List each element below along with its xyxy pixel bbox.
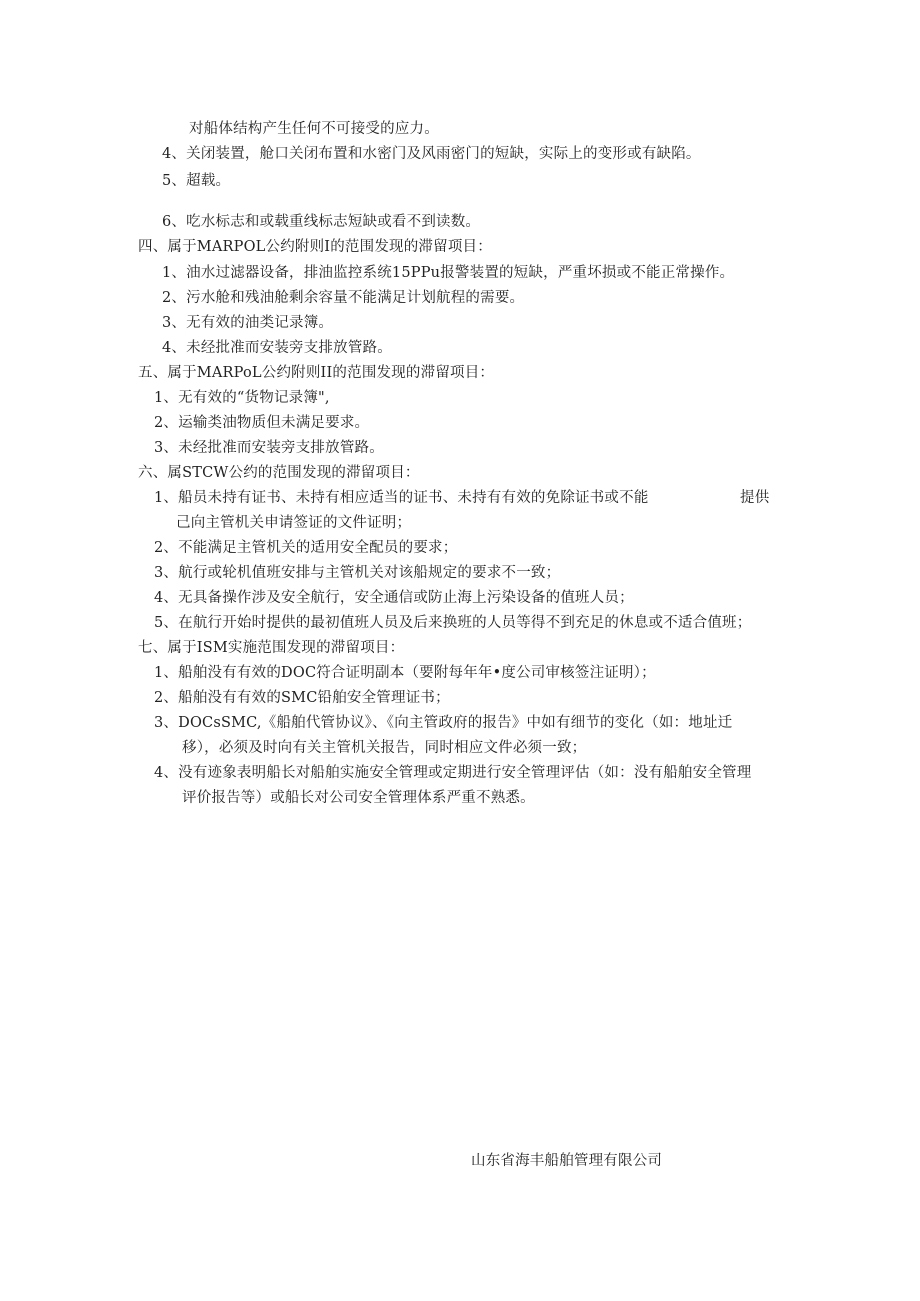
paragraph-line: 己向主管机关申请签证的文件证明； — [176, 515, 412, 531]
list-item: 2、运输类油物质但未满足要求。 — [154, 415, 370, 431]
list-item: 4、未经批准而安装旁支排放管路。 — [162, 340, 392, 356]
list-item: 3、航行或轮机值班安排与主管机关对该船规定的要求不一致； — [154, 565, 561, 581]
list-item: 3、未经批准而安装旁支排放管路。 — [154, 440, 384, 456]
list-item: 2、污水舱和残油舱剩余容量不能满足计划航程的需要。 — [162, 290, 525, 306]
list-item: 4、无具备操作涉及安全航行，安全通信或防止海上污染设备的值班人员； — [154, 590, 634, 606]
list-item: 1、无有效的“货物记录簿", — [154, 390, 330, 406]
company-signature: 山东省海丰船舶管理有限公司 — [471, 1153, 663, 1169]
list-item: 5、超载。 — [162, 173, 231, 189]
list-item: 2、船舶没有有效的SMC铅舶安全管理证书； — [154, 690, 450, 706]
paragraph-line: 移），必须及时向有关主管机关报告，同时相应文件必须一致； — [182, 740, 587, 756]
section-heading-4: 四、属于MARPOL公约附则I的范围发现的滞留项目： — [138, 239, 492, 255]
list-item: 4、关闭装置，舱口关闭布置和水密门及风雨密门的短缺，实际上的变形或有缺陷。 — [162, 146, 701, 162]
list-item: 1、油水过滤器设备，排油监控系统15PPu报警装置的短缺，严重坏损或不能正常操作。 — [162, 265, 735, 281]
provide-word: 提供 — [740, 490, 770, 506]
section-heading-5: 五、属于MARPoL公约附则II的范围发现的滞留项目： — [138, 365, 495, 381]
list-item: 1、船舶没有有效的DOC符合证明副本（要附每年年•度公司审核签注证明）； — [154, 665, 656, 681]
section-heading-7: 七、属于ISM实施范围发现的滞留项目： — [138, 640, 405, 656]
section-heading-6: 六、属STCW公约的范围发现的滞留项目： — [138, 465, 420, 481]
paragraph-line: 对船体结构产生任何不可接受的应力。 — [189, 121, 439, 137]
list-item: 5、在航行开始时提供的最初值班人员及后来换班的人员等得不到充足的休息或不适合值班； — [154, 615, 752, 631]
list-item: 4、没有迹象表明船长对船舶实施安全管理或定期进行安全管理评估（如：没有船舶安全管理 — [154, 765, 752, 781]
list-item: 6、吃水标志和或载重线标志短缺或看不到读数。 — [162, 214, 481, 230]
list-item: 1、船员未持有证书、未持有相应适当的证书、未持有有效的免除证书或不能 — [154, 490, 649, 506]
paragraph-line: 评价报告等）或船长对公司安全管理体系严重不熟悉。 — [182, 790, 535, 806]
list-item: 3、DOCsSMC,《船舶代管协议》、《向主管政府的报告》中如有细节的变化（如：地址迁 — [154, 715, 733, 731]
list-item: 2、不能满足主管机关的适用安全配员的要求； — [154, 540, 458, 556]
list-item: 3、无有效的油类记录簿。 — [162, 315, 334, 331]
